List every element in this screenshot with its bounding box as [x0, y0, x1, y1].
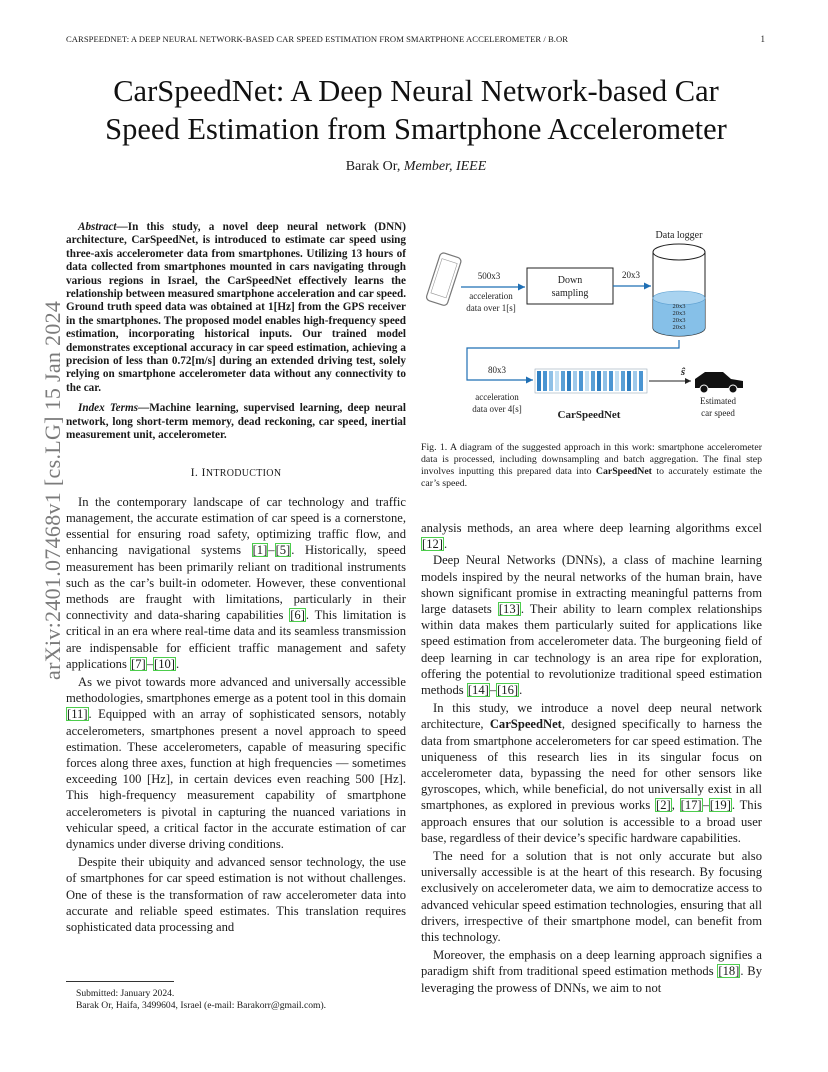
estimated-label-2: car speed — [701, 408, 735, 418]
text-run: analysis methods, an area where deep learning algorithms excel — [421, 521, 762, 535]
text-run: . Their ability to learn complex relationships within data makes them particularly suited for applications like speed estimation from accelerometer data. The burgeoning field of deep learning in car technology is an area ripe for exploration, offering the potential to revolutionize traditional speed estimation methods — [421, 602, 762, 698]
car-icon — [695, 372, 743, 393]
text-run: . — [175, 656, 180, 671]
citation-link[interactable]: [1] — [252, 543, 268, 558]
section-heading — [66, 464, 406, 482]
right-paragraph-1 — [421, 520, 762, 552]
output-symbol: ŝ — [680, 366, 686, 378]
model-name-bold: CarSpeedNet — [489, 717, 562, 732]
figure-diagram — [421, 224, 762, 436]
acc-label-1b: data over 1[s] — [466, 303, 516, 313]
intro-paragraph-1 — [66, 494, 406, 672]
stack-label: 20x3 — [672, 317, 686, 324]
acc-label-1a: acceleration — [469, 291, 513, 301]
paper-title — [66, 72, 766, 148]
stack-label: 20x3 — [672, 310, 686, 317]
text-run: – — [268, 543, 275, 558]
citation-link[interactable]: [14] — [467, 683, 489, 698]
text-run: In this study, we introduce a novel deep neural network architecture, — [421, 701, 762, 732]
acc-label-2a: acceleration — [475, 392, 519, 402]
data-logger-label: Data logger — [655, 230, 703, 241]
stack-label: 20x3 — [672, 303, 686, 310]
right-column — [421, 520, 762, 998]
index-terms — [66, 402, 406, 442]
text-run: , — [671, 798, 680, 813]
citation-link[interactable]: [17] — [680, 798, 702, 813]
text-run: . This approach ensures that our solution is accessible to a broad user base, regardless of their device’s specific hardware capabilities. — [421, 798, 762, 845]
caption-bold: CarSpeedNet — [595, 466, 652, 477]
network-blocks — [535, 369, 647, 393]
network-name-label: CarSpeedNet — [557, 409, 621, 421]
text-run: – — [489, 683, 497, 698]
right-paragraph-5 — [421, 947, 762, 996]
text-run: . — [519, 683, 523, 698]
output-dims-label: 20x3 — [622, 270, 640, 280]
right-paragraph-3 — [421, 700, 762, 846]
citation-link[interactable]: [10] — [154, 656, 175, 671]
section-initial: I — [201, 464, 206, 479]
citation-link[interactable]: [6] — [290, 608, 305, 623]
citation-link[interactable]: [18] — [718, 964, 740, 979]
abstract-lead: Abstract — [78, 221, 117, 233]
footnote-rule — [66, 981, 174, 982]
pipeline-diagram — [421, 224, 762, 436]
text-run: . This limitation is critical in an era where real-time data and its seamless transmission are indispensable for efficient traffic management and safety applications — [66, 608, 406, 671]
stack-label: 20x3 — [672, 324, 686, 331]
text-run: Moreover, the emphasis on a deep learning approach signifies a paradigm shift from traditional speed estimation methods — [421, 948, 762, 979]
index-terms-text: —Machine learning, supervised learning, deep neural network, long short-term memory, dead reckoning, car speed, inertial measurement unit, accelerometer. — [66, 402, 406, 442]
acc-label-2b: data over 4[s] — [472, 404, 522, 414]
text-run: , designed specifically to harness the data from smartphone accelerometers for car speed estimation. The uniqueness of this research lies in its singular focus on accelerometer data, bypassing the need for other sensors like gyroscopes, which, while beneficial, do not universally exist in all smartphones, as explored in previous works — [421, 717, 762, 813]
caption-text: to accurately estimate the car’s speed. — [421, 466, 762, 489]
right-paragraph-2 — [421, 552, 762, 698]
text-run: . — [443, 537, 448, 552]
smartphone-icon — [426, 252, 462, 306]
text-run: Deep Neural Networks (DNNs), a class of machine learning models inspired by the neural networks of the human brain, have shown significant promise in extracting meaningful patterns from large datasets — [421, 553, 762, 617]
caption-text: Fig. 1. A diagram of the suggested approach in this work: smartphone accelerometer data is processed, including downsampling and batch aggregation. The final step involves inputting this prepared data into — [421, 442, 762, 477]
index-terms-lead: Index Terms — [78, 402, 139, 415]
citation-link[interactable]: [16] — [497, 683, 519, 698]
arxiv-side-stamp: arXiv:2401.07468v1 [cs.LG] 15 Jan 2024 — [40, 300, 65, 680]
footnote — [66, 988, 406, 1012]
text-run: . Historically, speed measurement has been primarily reliant on traditional instruments such as the car’s built-in odometer. However, these conventional methods are fraught with limitations, particularly in their connectivity and data-sharing capabilities — [66, 543, 406, 623]
left-column — [66, 221, 406, 937]
running-head: CARSPEEDNET: A DEEP NEURAL NETWORK-BASED CAR SPEED ESTIMATION FROM SMARTPHONE ACCELEROMETER / B.OR — [66, 34, 569, 44]
section-rest: NTRODUCTION — [205, 467, 282, 479]
batch-dims-label: 80x3 — [488, 365, 506, 375]
figure-caption — [421, 442, 762, 490]
author-name: Barak Or, — [345, 159, 404, 174]
intro-paragraph-2 — [66, 674, 406, 852]
downsampling-label-1: Down — [557, 275, 583, 286]
input-dims-label: 500x3 — [477, 271, 501, 281]
section-numeral: I. — [190, 464, 202, 479]
citation-link[interactable]: [19] — [709, 798, 731, 813]
text-run: . Equipped with an array of sophisticated sensors, notably accelerometers, smartphones present a novel approach to speed estimation. These accelerometers, capable of measuring specific forces along three axes, function at high frequencies — sometimes exceeding 100 [Hz], in certain devices even reaching 500 [Hz]. This high-frequency measurement capability of smartphone accelerometers is pivotal in capturing the nuanced variations in vehicular speed, a critical factor in the accurate estimation of car dynamics under diverse driving conditions. — [66, 707, 406, 851]
text-run: – — [146, 656, 153, 671]
footnote-line-2: Barak Or, Haifa, 3499604, Israel (e-mail: Barakorr@gmail.com). — [76, 1000, 327, 1012]
estimated-label-1: Estimated — [700, 396, 736, 406]
right-paragraph-4: The need for a solution that is not only accurate but also universally accessible is at the heart of this research. By focusing exclusively on accelerometer data, we aim to democratize access to advanced vehicular speed estimation technologies, ensuring that all drivers, irrespective of their smartphone model, can benefit from this technology. — [421, 849, 762, 945]
title-line-2: Speed Estimation from Smartphone Accelerometer — [105, 112, 727, 146]
downsampling-label-2: sampling — [551, 288, 589, 299]
citation-link[interactable]: [12] — [422, 537, 443, 552]
citation-link[interactable]: [7] — [131, 656, 146, 671]
intro-paragraph-3: Despite their ubiquity and advanced sensor technology, the use of smartphones for car speed estimation is not without challenges. One of these is the transformation of raw accelerometer data into accurate and reliable speed estimates. This translation requires sophisticated data processing and — [66, 855, 406, 934]
citation-link[interactable]: [11] — [67, 707, 88, 722]
page-number: 1 — [760, 34, 765, 44]
text-run: As we pivot towards more advanced and universally accessible methodologies, smartphones emerge as a potent tool in this domain — [66, 674, 406, 706]
author-line — [66, 159, 766, 175]
citation-link[interactable]: [13] — [498, 602, 520, 617]
text-run: – — [702, 798, 709, 813]
citation-link[interactable]: [2] — [656, 798, 671, 813]
footnote-line-1: Submitted: January 2024. — [76, 988, 175, 999]
citation-link[interactable]: [5] — [275, 543, 291, 558]
title-line-1: CarSpeedNet: A Deep Neural Network-based Car — [113, 74, 719, 108]
text-run: . By leveraging the prowess of DNNs, we aim to not — [421, 964, 762, 995]
abstract-text: —In this study, a novel deep neural network (DNN) architecture, CarSpeedNet, is introduced to estimate car speed using three-axis accelerometer data from smartphones. Utilizing 13 hours of data collected from smartphones mounted in cars navigating through various regions in Israel, the CarSpeedNet effectively learns the relationship between measured smartphone acceleration and car speed. Ground truth speed data was obtained at 1[Hz] from the GPS receiver in the smartphones. The proposed model enables high-frequency speed estimation, incorporating historical inputs. Our trained model demonstrates exceptional accuracy in car speed estimation, achieving a precision of less than 0.72[m/s] during an extended driving test, solely relying on smartphone accelerometer data without any connectivity to the car. — [66, 221, 406, 394]
data-logger-cylinder — [653, 244, 705, 336]
author-role: Member, IEEE — [403, 159, 487, 174]
abstract — [66, 221, 406, 395]
text-run: In the contemporary landscape of car technology and traffic management, the accurate estimation of car speed is a cornerstone, essential for ensuring road safety, optimizing traffic flow, and enhancing navigational systems — [66, 494, 406, 558]
